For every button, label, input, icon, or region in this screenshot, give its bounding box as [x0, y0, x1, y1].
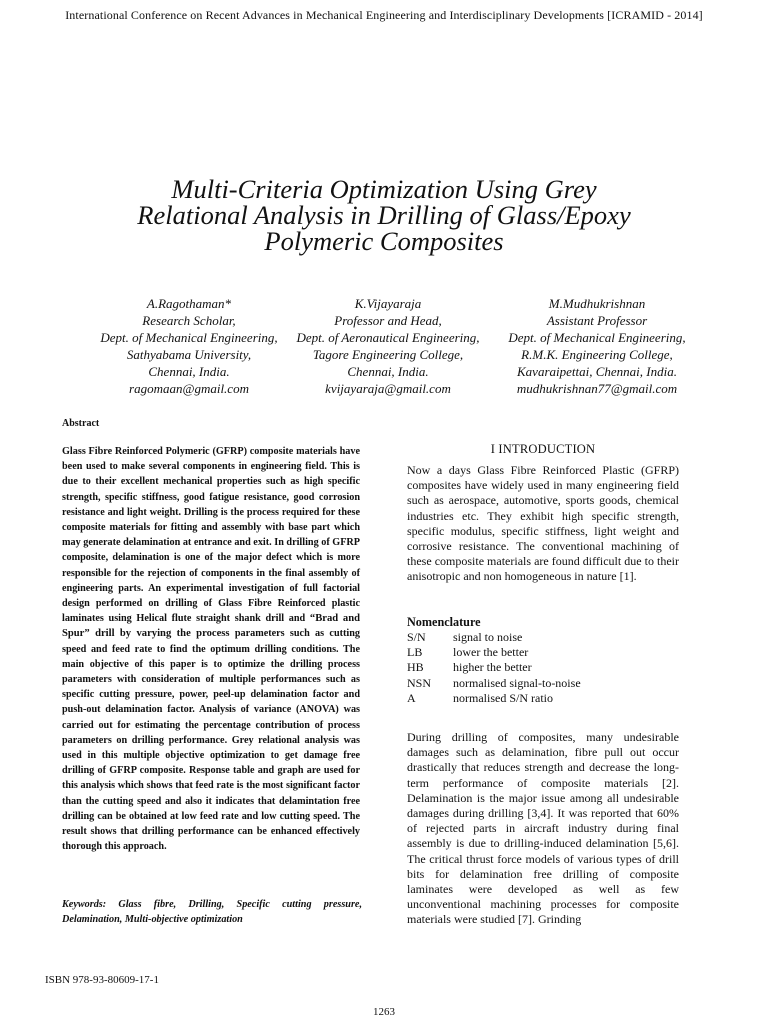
title-line: Relational Analysis in Drilling of Glass/Epoxy	[137, 200, 631, 230]
nomenclature-row	[407, 645, 679, 660]
author-email: ragomaan@gmail.com	[129, 381, 249, 396]
title-line: Multi-Criteria Optimization Using Grey	[171, 174, 597, 204]
author-location: Chennai, India.	[148, 364, 230, 379]
intro-paragraph: Now a days Glass Fibre Reinforced Plastic (GFRP) composites have widely used in many engineering field such as aerospace, automotive, sports goods, chemical industries etc. They exhibit high specific strength, specific modulus, specific stiffness, light weight and corrosive resistance. The conventional machining of these composite materials are found difficult due to their anisotropic and non homogeneous in nature [1].	[407, 463, 679, 584]
nomenclature-row	[407, 660, 679, 675]
author-block-2	[282, 295, 494, 397]
nomenclature-row	[407, 691, 679, 706]
author-dept: Dept. of Mechanical Engineering,	[100, 330, 278, 345]
author-location: Kavaraipettai, Chennai, India.	[517, 364, 677, 379]
nomenclature-desc: higher the better	[453, 660, 532, 675]
nomenclature-abbr: S/N	[407, 630, 426, 644]
author-email: mudhukrishnan77@gmail.com	[516, 381, 678, 396]
intro-paragraph: During drilling of composites, many undesirable damages such as delamination, fibre pull out occur drastically that reduces strength and decrease the long-term performance of composite materials [2]. Delamination is the major issue among all undesirable damages during drilling [3,4]. It was reported that 60% of rejected parts in aircraft industry during final assembly is due to drilling-induced delamination [5,6]. The critical thrust force models of various types of drill bits for delamination free drilling of composite laminates were developed as well as few unconventional machining processes for composite materials were studied [7]. Grinding	[407, 730, 679, 927]
nomenclature-row	[407, 630, 679, 645]
nomenclature-desc: normalised S/N ratio	[453, 690, 553, 705]
author-institution: Sathyabama University,	[126, 347, 252, 362]
abstract-body	[62, 444, 360, 854]
abstract-heading: Abstract	[62, 418, 100, 429]
author-location: Chennai, India.	[347, 364, 429, 379]
running-head: International Conference on Recent Advances in Mechanical Engineering and Interdisciplinary Developments [ICRAMID - 2014]	[65, 8, 703, 22]
author-dept: Dept. of Mechanical Engineering,	[508, 330, 686, 345]
nomenclature-abbr: NSN	[407, 675, 432, 690]
author-dept: Dept. of Aeronautical Engineering,	[296, 330, 480, 345]
abstract-text: Glass Fibre Reinforced Polymeric (GFRP) composite materials have been used to make several components in engineering field. This is due to their excellent mechanical properties such as high specific strength, specific stiffness, good fatigue resistance, good corrosion resistance and light weight. Drilling is the process required for these composite materials for fitting and assembly with base part which may generate delamination at entrance and exit. In drilling of GFRP composite, delamination is one of the major defect which is more responsible for the rejection of components in the final assembly of engineering parts. An experimental investigation of full factorial design performed on drilling of Glass Fibre Reinforced plastic laminates using Helical flute straight shank drill and	[62, 446, 360, 625]
keywords-label: Keywords	[62, 899, 103, 910]
author-block-1	[84, 295, 294, 397]
nomenclature-abbr: A	[407, 690, 416, 705]
paper-title	[80, 176, 688, 254]
author-name: K.Vijayaraja	[354, 296, 422, 311]
nomenclature-abbr: HB	[407, 660, 424, 675]
page-number: 1263	[373, 1006, 395, 1018]
section-heading: I INTRODUCTION	[490, 442, 596, 456]
author-institution: R.M.K. Engineering College,	[521, 347, 673, 362]
author-block-3	[492, 295, 702, 397]
nomenclature-heading: Nomenclature	[407, 615, 481, 629]
abstract-text-drill: “Brad and Spur” drill by varying the process	[62, 613, 360, 640]
isbn: ISBN 978-93-80609-17-1	[45, 974, 159, 986]
author-role: Assistant Professor	[546, 313, 648, 328]
author-institution: Tagore Engineering College,	[312, 347, 464, 362]
title-line: Polymeric Composites	[264, 226, 504, 256]
author-email: kvijayaraja@gmail.com	[325, 381, 451, 396]
nomenclature-list	[407, 630, 679, 706]
abstract-text: parameters such as cutting speed and feed rate to find the optimum drilling conditions. The main objective of this paper is to optimize the drilling process parameters with consideration of multiple performances such as specific cutting pressure, power, peel-up delamination factor and push-out delamination factor. Analysis of variance (ANOVA) was carried out for estimating the percentage contribution of process parameters on drilling performance. Grey relational analysis was used in this multiple objective optimization to get damage free drilling of GFRP composite. Response table and graph are used for this analysis which shows that feed rate is the most significant factor than the cutting speed and also it indicates that delamintation free drilling can be obtained at low feed rate and low cutting speed. The result shows that drilling performance can be enhanced effectively thorough this approach.	[62, 628, 360, 853]
author-name: A.Ragothaman*	[146, 296, 232, 311]
nomenclature-desc: lower the better	[453, 645, 529, 660]
author-role: Professor and Head,	[334, 313, 442, 328]
nomenclature-desc: signal to noise	[453, 630, 523, 644]
nomenclature-row	[407, 676, 679, 691]
author-role: Research Scholar,	[142, 313, 236, 328]
keywords	[62, 897, 362, 927]
nomenclature-abbr: LB	[407, 645, 423, 660]
nomenclature-desc: normalised signal-to-noise	[453, 675, 581, 690]
keywords-text: : Glass fibre, Drilling, Specific cutting pressure, Delamination, Multi-objective optimization	[62, 899, 362, 925]
author-name: M.Mudhukrishnan	[548, 296, 646, 311]
